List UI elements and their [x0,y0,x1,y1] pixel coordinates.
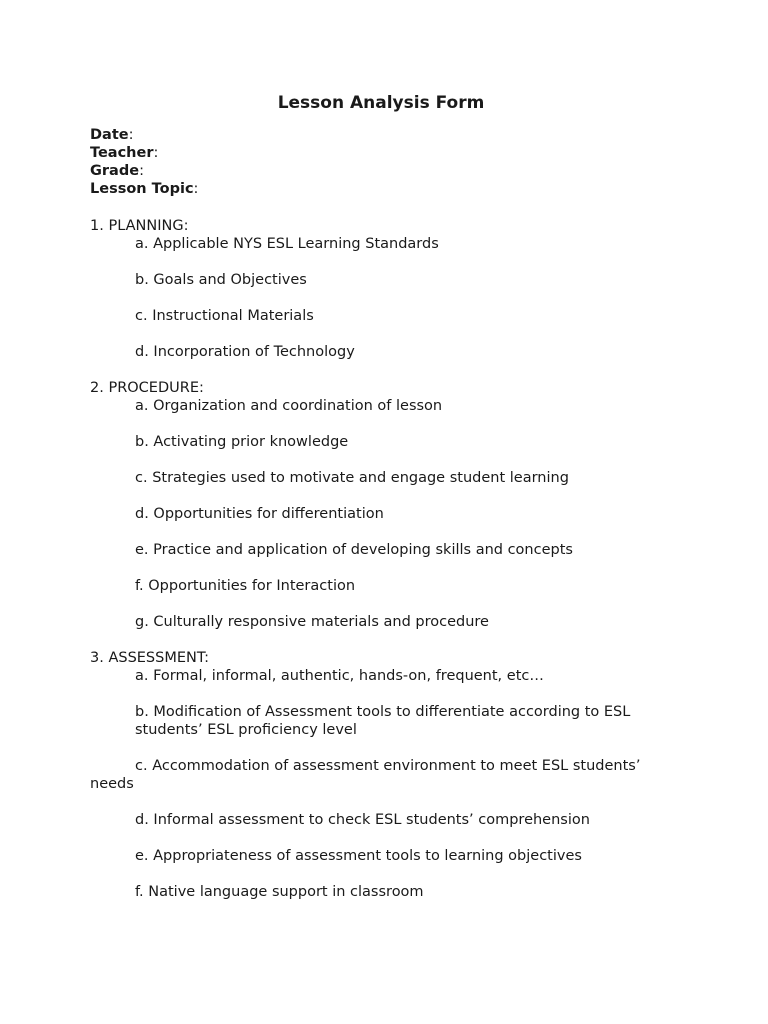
procedure-item-g: g. Culturally responsive materials and procedure [135,614,489,630]
procedure-item-d: d. Opportunities for differentiation [135,506,384,522]
assessment-item-b: b. Modification of Assessment tools to differentiate according to ESL [135,704,631,720]
section-planning-heading: 1. PLANNING: [90,218,189,234]
assessment-item-e: e. Appropriateness of assessment tools to learning objectives [135,848,582,864]
procedure-item-f: f. Opportunities for Interaction [135,578,356,594]
form-title: Lesson Analysis Form [277,93,485,113]
field-lesson-topic: Lesson Topic: [90,181,199,197]
assessment-item-a: a. Formal, informal, authentic, hands-on, frequent, etc… [135,668,544,684]
field-lesson-topic-label: Lesson Topic [90,181,194,197]
planning-item-a: a. Applicable NYS ESL Learning Standards [135,236,439,252]
form-body [90,217,690,901]
planning-item-d: d. Incorporation of Technology [135,344,355,360]
procedure-item-b: b. Activating prior knowledge [135,434,349,450]
field-grade-label: Grade [90,163,140,179]
header-fields [90,126,198,198]
procedure-item-e: e. Practice and application of developing skills and concepts [135,542,573,558]
field-grade: Grade: [90,163,144,179]
field-date-label: Date [90,127,129,143]
section-assessment-heading: 3. ASSESSMENT: [90,650,210,666]
assessment-item-f: f. Native language support in classroom [135,884,424,900]
assessment-item-d: d. Informal assessment to check ESL students’ comprehension [135,812,590,828]
field-teacher-label: Teacher [90,145,154,161]
section-procedure-heading: 2. PROCEDURE: [90,380,204,396]
field-teacher: Teacher: [90,145,159,161]
planning-item-b: b. Goals and Objectives [135,272,307,288]
assessment-item-c-continuation: needs [90,776,134,792]
procedure-item-c: c. Strategies used to motivate and engage student learning [135,470,569,486]
planning-item-c: c. Instructional Materials [135,308,314,324]
assessment-item-c: c. Accommodation of assessment environment to meet ESL students’ [135,758,641,774]
field-date: Date: [90,127,134,143]
procedure-item-a: a. Organization and coordination of lesson [135,398,443,414]
assessment-item-b-continuation: students’ ESL proficiency level [135,722,357,738]
